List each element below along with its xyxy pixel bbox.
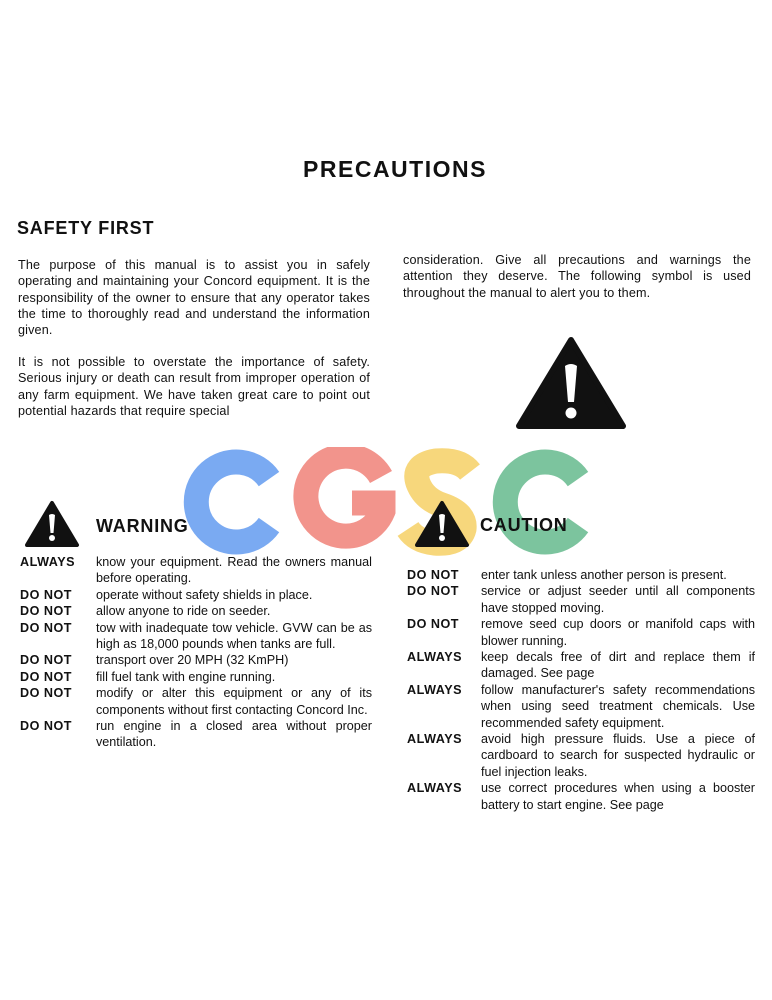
rule-item [20,652,372,668]
rule-text: enter tank unless another person is present. [481,568,727,582]
rule-keyword: DO NOT [20,604,72,619]
intro-paragraph-1: The purpose of this manual is to assist you in safely operating and maintaining your Concord equipment. It is the responsibility of the owner to ensure that any operator takes the time to thoroughly read and understand the information given. [18,258,370,338]
rule-keyword: ALWAYS [407,732,463,747]
rule-keyword: ALWAYS [20,555,76,569]
rule-text: remove seed cup doors or manifold caps with blower running. [481,617,755,648]
section-title: SAFETY FIRST [17,218,155,238]
caution-rules-list [407,567,755,813]
rule-text: tow with inadequate tow vehicle. GVW can be as high as 18,000 pounds when tanks are full. [96,620,372,652]
rule-text: modify or alter this equipment or any of its components without first contacting Concord Inc. [96,686,372,717]
rule-keyword: ALWAYS [407,781,463,796]
rule-keyword: DO NOT [20,686,72,701]
intro-paragraph-3: consideration. Give all precautions and warnings the attention they deserve. The following symbol is used throughout the manual to alert you to them. [403,253,751,300]
rule-item [407,780,755,813]
rule-item [407,682,755,731]
rule-keyword: DO NOT [407,584,459,599]
warning-rules-list [20,554,372,751]
rule-keyword: DO NOT [407,617,459,632]
rule-item [407,649,755,682]
rule-item [20,620,372,653]
cgsc-watermark-logo [180,447,592,557]
warning-alert-icon [24,500,80,548]
rule-keyword: DO NOT [407,568,459,582]
rule-text: fill fuel tank with engine running. [96,669,276,684]
rule-keyword: DO NOT [20,587,72,602]
rule-item [20,718,372,751]
rule-keyword: DO NOT [20,719,72,734]
rule-item [20,587,372,603]
intro-paragraph-2: It is not possible to overstate the importance of safety. Serious injury or death can result from improper operation of any farm equipment. We have taken great care to point out potential hazards that require special [18,355,370,418]
caution-alert-icon [414,500,470,548]
rule-text: run engine in a closed area without proper ventilation. [96,719,372,750]
warning-heading: WARNING [96,516,189,536]
rule-keyword: DO NOT [20,669,72,684]
rule-text: service or adjust seeder until all components have stopped moving. [481,584,755,615]
rule-item [407,616,755,649]
rule-keyword: DO NOT [20,653,72,668]
rule-item [20,685,372,718]
rule-keyword: DO NOT [20,620,72,635]
rule-text: operate without safety shields in place. [96,587,313,602]
rule-item [20,669,372,685]
rule-text: avoid high pressure fluids. Use a piece of cardboard to search for suspected hydraulic or fuel injection leaks. [481,732,755,779]
rule-item [407,583,755,616]
rule-text: transport over 20 MPH (32 KmPH) [96,653,289,668]
page-title: PRECAUTIONS [303,156,487,182]
rule-text: allow anyone to ride on seeder. [96,604,271,619]
rule-item [20,603,372,619]
rule-item [20,554,372,587]
rule-item [407,567,755,583]
rule-text: know your equipment. Read the owners manual before operating. [96,555,372,586]
rule-text: follow manufacturer's safety recommendations when using seed treatment chemicals. Use recommended safety equipment. [481,682,755,730]
large-alert-symbol-icon [515,336,627,431]
rule-text: keep decals free of dirt and replace them if damaged. See page [481,650,755,681]
rule-text: use correct procedures when using a booster battery to start engine. See page [481,781,755,812]
rule-keyword: ALWAYS [407,682,463,697]
rule-item [407,731,755,780]
rule-keyword: ALWAYS [407,650,463,665]
caution-heading: CAUTION [480,515,568,535]
